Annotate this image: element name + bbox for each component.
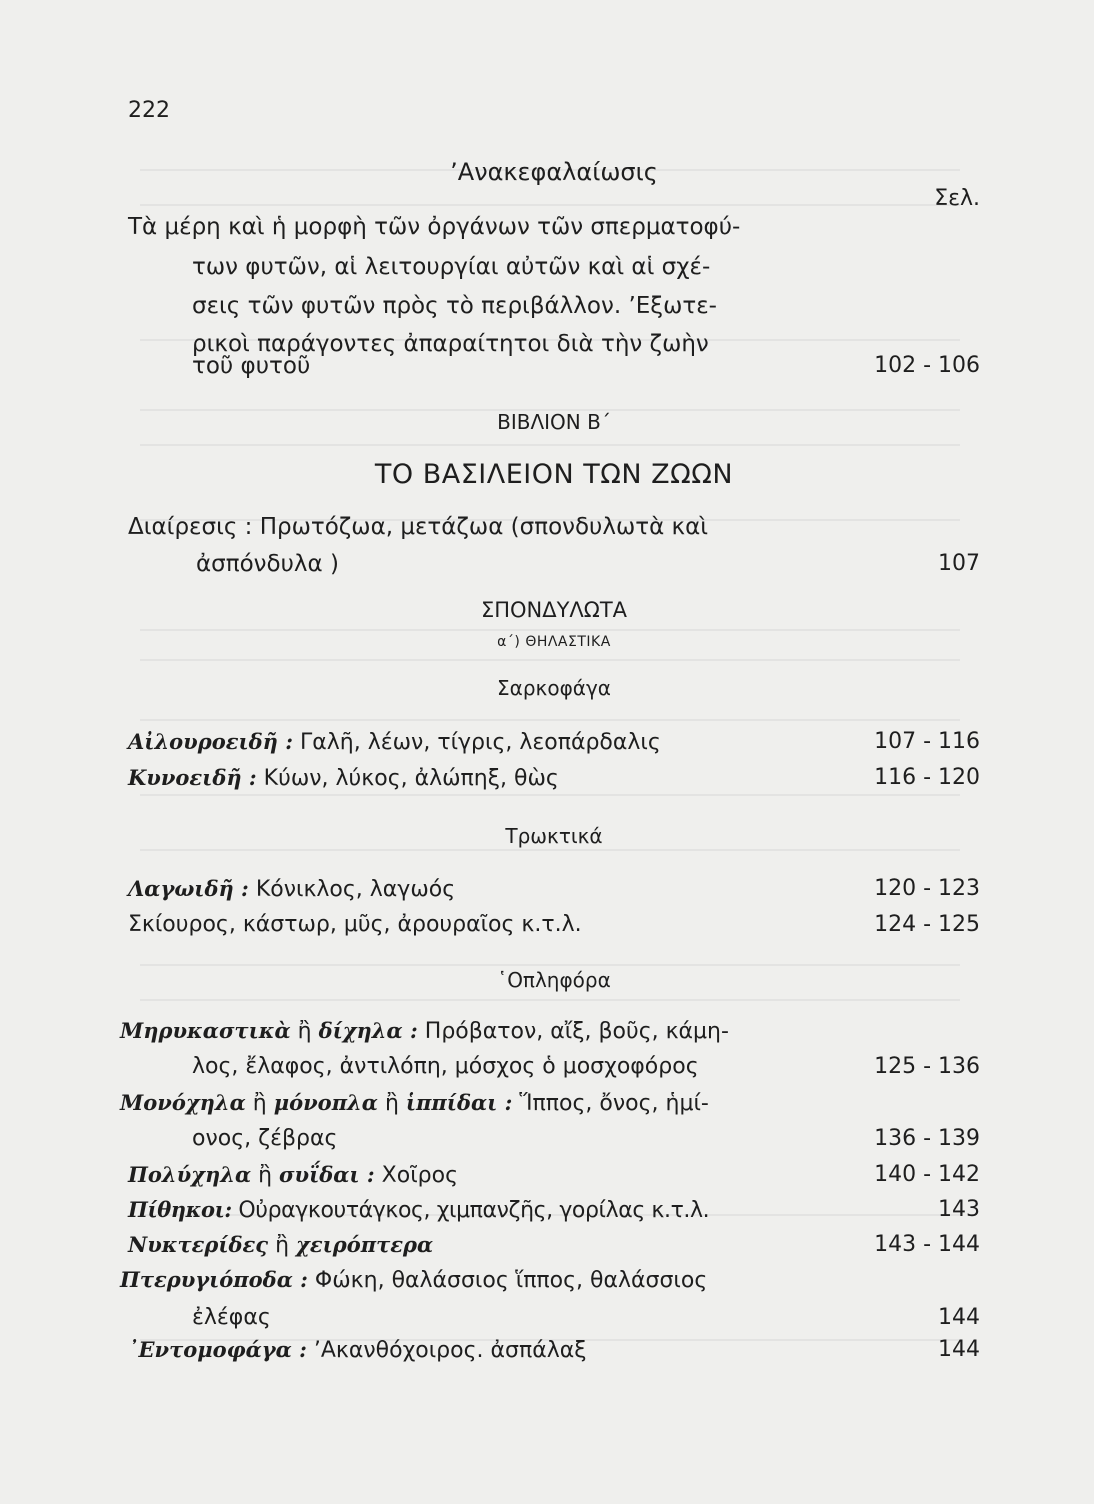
entomophaga-text: ’Ακανθόχοιρος. ἀσπάλαξ bbox=[306, 1338, 587, 1363]
kynoeide-pages: 116 - 120 bbox=[874, 765, 980, 790]
polychela-pages: 140 - 142 bbox=[874, 1162, 980, 1187]
pithekoi-entry bbox=[128, 1197, 709, 1223]
intro-line-4: ρικοὶ παράγοντες ἀπαραίτητοι διὰ τὴν ζωὴν bbox=[192, 331, 709, 357]
pterygiopoda-term: Πτερυγιόποδα bbox=[120, 1267, 293, 1292]
kynoeide-row bbox=[128, 765, 980, 799]
vertebrates-heading: ΣΠΟΝΔΥΛΩΤΑ bbox=[480, 598, 628, 622]
monochela-row bbox=[128, 1126, 980, 1160]
lagoide-entry bbox=[128, 876, 455, 902]
pithekoi-text: Οὐραγκουτάγκος, χιμπανζῆς, γορίλας κ.τ.λ. bbox=[231, 1198, 710, 1223]
section-title: ’Ανακεφαλαίωσις bbox=[450, 158, 658, 186]
page-number: 222 bbox=[128, 98, 170, 123]
polychela-row bbox=[128, 1162, 980, 1196]
monochela-pages: 136 - 139 bbox=[874, 1126, 980, 1151]
nykterides-pages: 143 - 144 bbox=[874, 1232, 980, 1257]
monochela-term-1: Μονόχηλα bbox=[120, 1090, 246, 1115]
polychela-sep: : bbox=[359, 1162, 375, 1187]
pterygiopoda-line-1 bbox=[120, 1267, 707, 1293]
monochela-or-1: ἢ bbox=[245, 1091, 274, 1116]
carnivora-heading: Σαρκοφάγα bbox=[497, 676, 611, 700]
nykterides-row bbox=[128, 1232, 980, 1266]
monochela-sep: : bbox=[497, 1090, 513, 1115]
monochela-term-2: μόνοπλα bbox=[273, 1090, 378, 1115]
rodents-heading: Τρωκτικά bbox=[505, 824, 603, 848]
ruminants-or: ἢ bbox=[290, 1019, 319, 1044]
nykterides-term-2: χειρόπτερα bbox=[296, 1232, 434, 1257]
monochela-line-1 bbox=[120, 1090, 709, 1116]
entomophaga-term: ᾿Εντομοφάγα bbox=[128, 1337, 292, 1362]
ailouroeide-pages: 107 - 116 bbox=[874, 729, 980, 754]
division-pages: 107 bbox=[938, 551, 980, 576]
polychela-term-2: συΐδαι bbox=[279, 1162, 360, 1187]
ailouroeide-row bbox=[128, 729, 980, 763]
pterygiopoda-line-2: ἐλέφας bbox=[192, 1305, 271, 1330]
monochela-or-2: ἢ bbox=[377, 1091, 406, 1116]
book-title: ΤΟ ΒΑΣΙΛΕΙΟΝ ΤΩΝ ΖΩΩΝ bbox=[374, 459, 734, 490]
ruminants-term-1: Μηρυκαστικὰ bbox=[120, 1018, 291, 1043]
entomophaga-entry bbox=[128, 1337, 587, 1363]
nykterides-entry bbox=[128, 1232, 433, 1258]
division-line-2: ἀσπόνδυλα ) bbox=[196, 551, 339, 577]
book-label: ΒΙΒΛΙΟΝ Β΄ bbox=[497, 410, 611, 434]
monochela-line-2: ονος, ζέβρας bbox=[192, 1126, 338, 1151]
intro-line-2: των φυτῶν, αἱ λειτουργίαι αὐτῶν καὶ αἱ σχέ- bbox=[192, 254, 711, 280]
ailouroeide-sep: : bbox=[277, 729, 294, 754]
ailouroeide-term: Αἰλουροειδῆ bbox=[128, 729, 278, 754]
pterygiopoda-text: Φώκη, θαλάσσιος ἵππος, θαλάσσιος bbox=[307, 1268, 708, 1293]
ruminants-line-2: λος, ἔλαφος, ἀντιλόπη, μόσχος ὁ μοσχοφόρος bbox=[192, 1054, 699, 1079]
ruminants-line-1 bbox=[120, 1018, 729, 1044]
skiouros-pages: 124 - 125 bbox=[874, 912, 980, 937]
pterygiopoda-pages: 144 bbox=[938, 1305, 980, 1330]
entomophaga-row bbox=[128, 1337, 980, 1371]
pithekoi-row bbox=[128, 1197, 980, 1231]
ruminants-row bbox=[128, 1054, 980, 1088]
intro-line-5: τοῦ φυτοῦ bbox=[192, 353, 311, 379]
intro-last-row bbox=[128, 353, 980, 387]
polychela-entry bbox=[128, 1162, 458, 1188]
ungulates-heading: ῾Οπληφόρα bbox=[497, 968, 611, 992]
kynoeide-text: Κύων, λύκος, ἀλώπηξ, θὼς bbox=[256, 766, 559, 791]
mammals-subheading: α΄) ΘΗΛΑΣΤΙΚΑ bbox=[497, 634, 611, 650]
ruminants-pages: 125 - 136 bbox=[874, 1054, 980, 1079]
pithekoi-pages: 143 bbox=[938, 1197, 980, 1222]
entomophaga-pages: 144 bbox=[938, 1337, 980, 1362]
division-row bbox=[128, 551, 980, 585]
polychela-or: ἢ bbox=[251, 1163, 280, 1188]
page-column-label: Σελ. bbox=[934, 186, 980, 211]
nykterides-term-1: Νυκτερίδες bbox=[128, 1232, 269, 1257]
skiouros-row bbox=[128, 912, 980, 946]
ailouroeide-text: Γαλῆ, λέων, τίγρις, λεοπάρδαλις bbox=[293, 730, 661, 755]
intro-pages: 102 - 106 bbox=[874, 353, 980, 378]
pterygiopoda-row bbox=[128, 1305, 980, 1339]
kynoeide-term: Κυνοειδῆ bbox=[128, 765, 242, 790]
nykterides-or: ἢ bbox=[268, 1233, 297, 1258]
division-line-1: Διαίρεσις : Πρωτόζωα, μετάζωα (σπονδυλωτὰ καὶ bbox=[128, 514, 709, 540]
monochela-term-3: ἱππίδαι bbox=[405, 1090, 498, 1115]
polychela-text: Χοῖρος bbox=[374, 1163, 458, 1188]
polychela-term-1: Πολύχηλα bbox=[128, 1162, 252, 1187]
lagoide-term: Λαγωιδῆ bbox=[128, 876, 234, 901]
lagoide-row bbox=[128, 876, 980, 910]
lagoide-pages: 120 - 123 bbox=[874, 876, 980, 901]
intro-line-1: Τὰ μέρη καὶ ἡ μορφὴ τῶν ὀργάνων τῶν σπερματοφύ- bbox=[128, 214, 741, 240]
intro-line-3: σεις τῶν φυτῶν πρὸς τὸ περιβάλλον. ’Εξωτε- bbox=[192, 293, 717, 319]
skiouros-text: Σκίουρος, κάστωρ, μῦς, ἀρουραῖος κ.τ.λ. bbox=[128, 912, 582, 937]
ruminants-sep: : bbox=[402, 1018, 418, 1043]
lagoide-sep: : bbox=[233, 876, 249, 901]
ruminants-term-2: δίχηλα bbox=[318, 1018, 403, 1043]
kynoeide-sep: : bbox=[241, 765, 257, 790]
monochela-text: Ἵππος, ὄνος, ἡμί- bbox=[512, 1091, 709, 1116]
lagoide-text: Κόνικλος, λαγωός bbox=[248, 877, 456, 902]
entomophaga-sep: : bbox=[291, 1337, 307, 1362]
kynoeide-entry bbox=[128, 765, 559, 791]
pithekoi-term: Πίθηκοι: bbox=[128, 1197, 232, 1222]
ruminants-text: Πρόβατον, αἴξ, βοῦς, κάμη- bbox=[417, 1019, 729, 1044]
ailouroeide-entry bbox=[128, 729, 661, 755]
pterygiopoda-sep: : bbox=[292, 1267, 308, 1292]
